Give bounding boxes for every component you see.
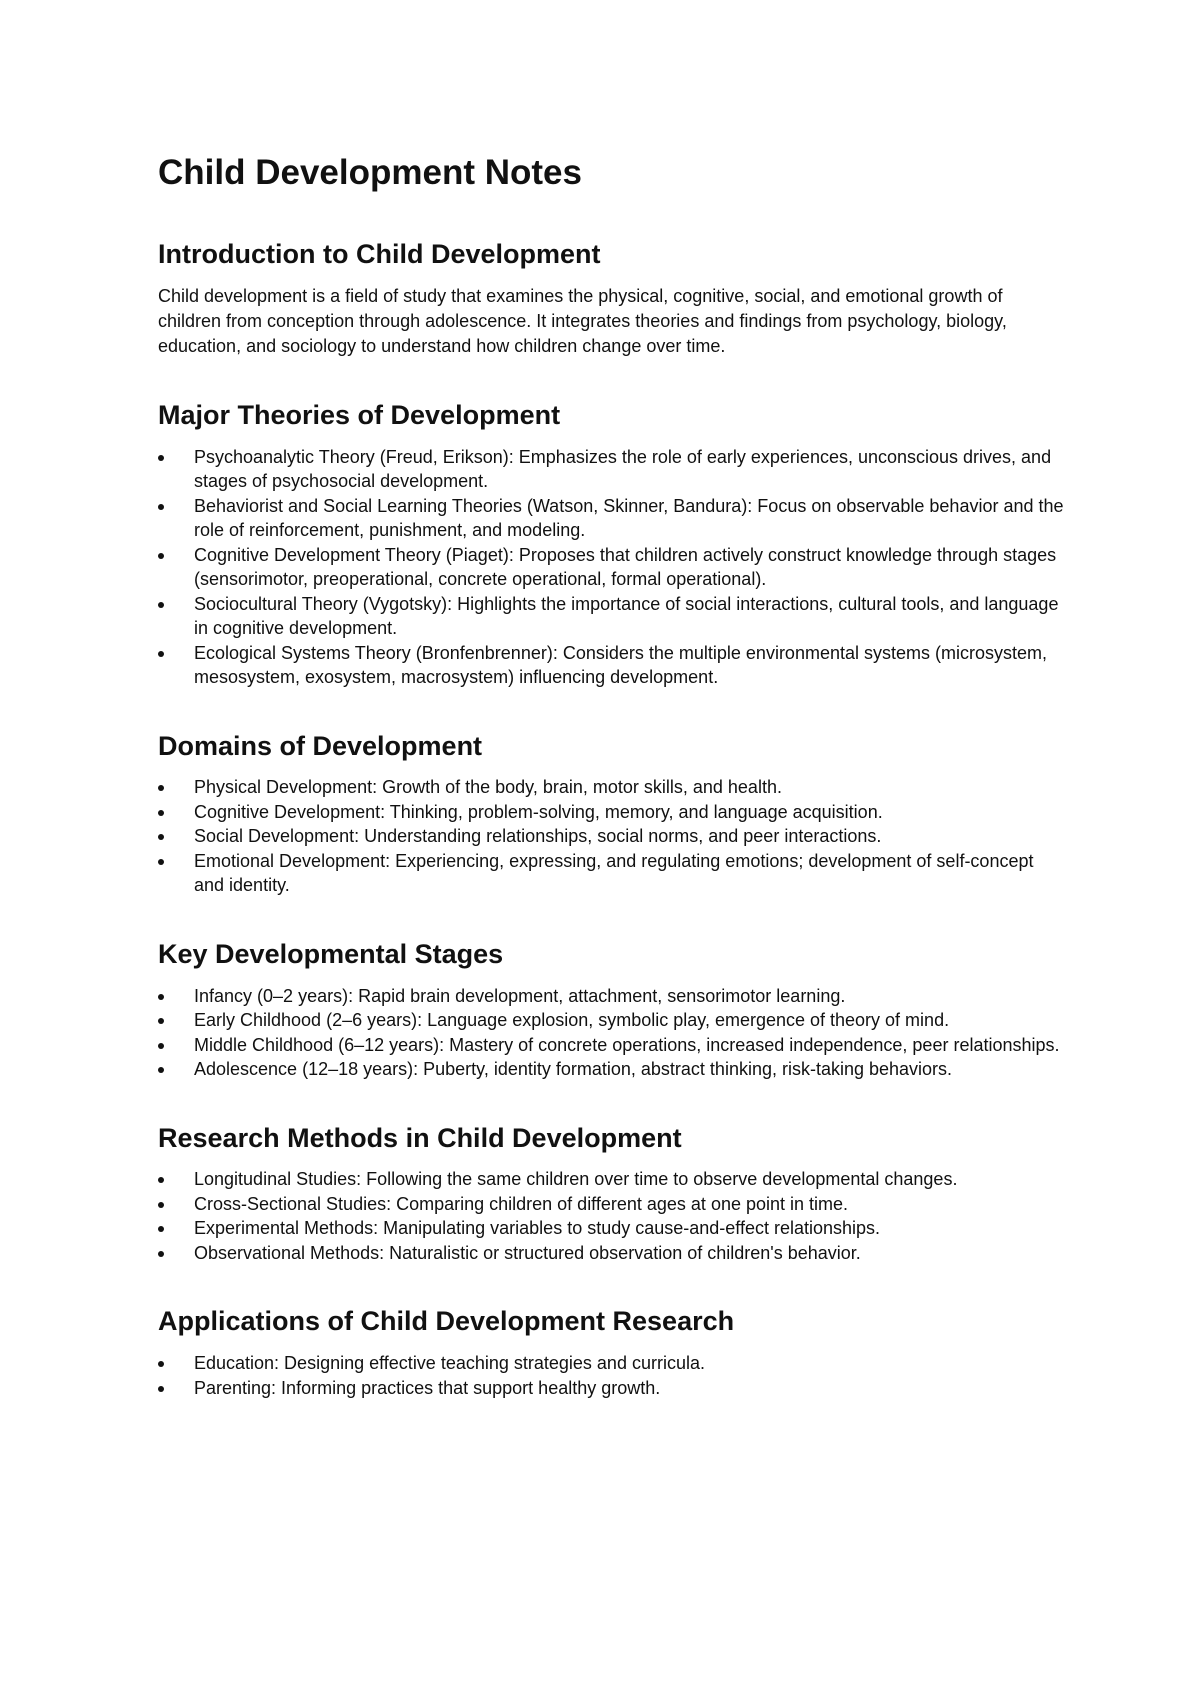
list-item (158, 445, 1064, 494)
list-item-text: Emotional Development: Experiencing, expressing, and regulating emotions; development of self-concept and identity. (194, 850, 1034, 896)
list-item (158, 1033, 1064, 1058)
document-title: Child Development Notes (158, 153, 582, 192)
bullet-icon (158, 1251, 164, 1257)
list-item-text: Cognitive Development Theory (Piaget): Proposes that children actively construct knowledge through stages (sensorimotor, preoperational, concrete operational, formal operational). (194, 544, 1057, 589)
list-item (158, 800, 1064, 825)
bullet-icon (158, 1202, 164, 1208)
list-item-text: Parenting: Informing practices that support healthy growth. (194, 1377, 661, 1398)
list-item (158, 824, 1064, 849)
bullet-icon (158, 553, 164, 559)
list-item (158, 1057, 1064, 1082)
bullet-list (158, 775, 1058, 898)
section (158, 938, 1058, 1082)
list-item (158, 1192, 1064, 1217)
list-item (158, 1241, 1064, 1266)
bullet-list (158, 1351, 1058, 1400)
bullet-icon (158, 859, 164, 865)
bullet-icon (158, 785, 164, 791)
bullet-icon (158, 1386, 164, 1392)
list-item (158, 775, 1064, 800)
section-heading: Applications of Child Development Research (158, 1306, 735, 1337)
sections-container (158, 238, 1064, 1400)
list-item (158, 1216, 1064, 1241)
list-item-text: Behaviorist and Social Learning Theories (Watson, Skinner, Bandura): Focus on observable behavior and the role of reinforcement, punishment, and modeling. (194, 495, 1064, 540)
list-item (158, 592, 1064, 641)
list-item-text: Observational Methods: Naturalistic or structured observation of children's behavior. (194, 1242, 861, 1263)
bullet-list (158, 445, 1064, 690)
list-item (158, 543, 1064, 592)
bullet-icon (158, 651, 164, 657)
list-item-text: Longitudinal Studies: Following the same children over time to observe developmental changes. (194, 1169, 958, 1190)
bullet-icon (158, 994, 164, 1000)
section-heading: Domains of Development (158, 730, 483, 761)
list-item-text: Cognitive Development: Thinking, problem-solving, memory, and language acquisition. (194, 801, 883, 822)
bullet-list (158, 984, 1058, 1082)
list-item-text: Education: Designing effective teaching strategies and curricula. (194, 1353, 705, 1373)
bullet-icon (158, 1361, 164, 1367)
section (158, 1305, 1058, 1400)
list-item-text: Adolescence (12–18 years): Puberty, identity formation, abstract thinking, risk-taking behaviors. (194, 1059, 953, 1079)
list-item (158, 641, 1064, 690)
document-page (158, 152, 1064, 1440)
list-item-text: Early Childhood (2–6 years): Language explosion, symbolic play, emergence of theory of mind. (194, 1010, 950, 1030)
list-item-text: Sociocultural Theory (Vygotsky): Highlights the importance of social interactions, cultural tools, and language in cognitive development. (194, 593, 1059, 638)
list-item (158, 984, 1064, 1009)
list-item-text: Social Development: Understanding relationships, social norms, and peer interactions. (194, 826, 882, 847)
bullet-icon (158, 1067, 164, 1073)
bullet-icon (158, 1177, 164, 1183)
bullet-icon (158, 1018, 164, 1024)
list-item-text: Experimental Methods: Manipulating variables to study cause-and-effect relationships. (194, 1218, 881, 1239)
section-heading: Research Methods in Child Development (158, 1122, 682, 1153)
list-item-text: Ecological Systems Theory (Bronfenbrenner): Considers the multiple environmental systems (microsystem, mesosystem, exosystem, macrosystem) influencing development. (194, 642, 1047, 687)
bullet-icon (158, 1043, 164, 1049)
bullet-icon (158, 834, 164, 840)
list-item (158, 1351, 1064, 1376)
list-item-text: Cross-Sectional Studies: Comparing children of different ages at one point in time. (194, 1193, 849, 1214)
bullet-list (158, 1167, 1058, 1265)
section-heading: Major Theories of Development (158, 399, 561, 430)
section-heading: Key Developmental Stages (158, 938, 504, 969)
list-item-text: Infancy (0–2 years): Rapid brain development, attachment, sensorimotor learning. (194, 985, 846, 1006)
section (158, 1122, 1058, 1266)
section-paragraph: Child development is a field of study that examines the physical, cognitive, social, and emotional growth of children from conception through adolescence. It integrates theories and findings from psychology, biology, education, and sociology to understand how children change over time. (158, 285, 1007, 356)
bullet-icon (158, 602, 164, 608)
section (158, 399, 1064, 690)
list-item (158, 849, 1064, 898)
list-item (158, 1008, 1064, 1033)
section (158, 730, 1058, 898)
list-item-text: Physical Development: Growth of the body, brain, motor skills, and health. (194, 777, 782, 798)
bullet-icon (158, 810, 164, 816)
bullet-icon (158, 504, 164, 510)
list-item-text: Psychoanalytic Theory (Freud, Erikson): Emphasizes the role of early experiences, unconscious drives, and stages of psychosocial development. (194, 446, 1052, 491)
section-heading: Introduction to Child Development (158, 239, 601, 269)
bullet-icon (158, 455, 164, 461)
section (158, 238, 1058, 359)
list-item (158, 1376, 1064, 1401)
list-item (158, 1167, 1064, 1192)
list-item (158, 494, 1064, 543)
bullet-icon (158, 1226, 164, 1232)
list-item-text: Middle Childhood (6–12 years): Mastery of concrete operations, increased independence, peer relationships. (194, 1034, 1060, 1055)
